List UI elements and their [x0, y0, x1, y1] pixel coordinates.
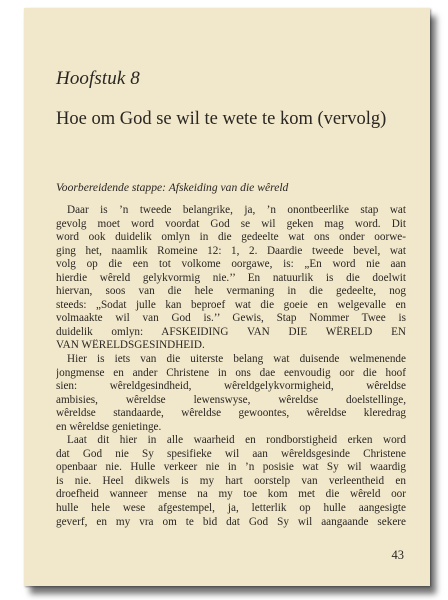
- text-line: is nie. Heel dikwels is my hart oorstelp van verleentheid en: [56, 474, 406, 487]
- text-line: hulle hele wese afgestempel, ja, letterlik op hulle aangesigte: [56, 502, 406, 515]
- text-line: droefheid wanneer mense na my toe kom met die wêreld oor: [56, 488, 406, 501]
- text-line: wêreldse standaarde, wêreldse gewoontes, wêreldse kleredrag: [56, 407, 406, 420]
- text-line: duidelik omlyn: AFSKEIDING VAN DIE WÊRELD EN: [56, 325, 406, 338]
- text-line: sien: wêreldgesindheid, wêreldgelykvormigheid, wêreldse: [56, 380, 406, 393]
- text-line: ambisies, wêreldse lewenswyse, wêreldse doelstellinge,: [56, 393, 406, 406]
- chapter-label: Hoofstuk 8: [56, 68, 140, 89]
- chapter-title: Hoe om God se wil te wete te kom (vervolg): [56, 109, 387, 129]
- text-line: Laat dit hier in alle waarheid en rondborstigheid erken word: [67, 434, 406, 447]
- text-line: volg op die een tot volkome oorgawe, is: „En word nie aan: [56, 258, 406, 271]
- text-line: hierdie wêreld gelykvormig nie.’’ En natuurlik is die doelwit: [56, 271, 406, 284]
- text-line: geverf, en my vra om te bid dat God Sy wil aangaande sekere: [56, 515, 406, 528]
- text-line: VAN WÊRELDSGESINDHEID.: [56, 339, 205, 352]
- text-line: en wêreldse genietinge.: [56, 420, 162, 433]
- text-line: steeds: „Sodat julle kan beproef wat die goeie en welgevalle en: [56, 298, 406, 311]
- paragraph-1: [56, 204, 406, 353]
- text-line: Daar is ’n tweede belangrike, ja, ’n onontbeerlike stap wat: [67, 204, 406, 216]
- text-line: ging het, naamlik Romeine 12: 1, 2. Daardie tweede bevel, wat: [56, 244, 406, 257]
- text-line: Hier is iets van die uiterste belang wat duisende welmenende: [67, 353, 406, 366]
- text-line: jongmense en ander Christene in ons dae eenvoudig oor die hoof: [56, 366, 406, 379]
- text-line: hiervan, soos van die hele vermaning in die gedeelte, nog: [56, 285, 406, 298]
- text-line: openbaar nie. Hulle verkeer nie in ’n posisie wat Sy wil waardig: [56, 461, 406, 474]
- text-line: gevolg moet word voordat God se wil geken mag word. Dit: [56, 217, 406, 230]
- text-line: word ook duidelik omlyn in die gedeelte wat ons onder oorwe-: [56, 231, 406, 244]
- page-content: [52, 8, 404, 586]
- section-heading: Voorbereidende stappe: Afskeiding van die wêreld: [56, 181, 289, 194]
- paragraph-3: [56, 434, 406, 529]
- scanned-book-page: [24, 8, 430, 586]
- body-text: [56, 204, 406, 529]
- paragraph-2: [56, 353, 406, 434]
- text-line: dat God nie Sy spesifieke wil aan wêreldsgesinde Christene: [56, 447, 406, 460]
- text-line: volmaakte wil van God is.’’ Gewis, Stap Nommer Twee is: [56, 312, 406, 325]
- page-number: 43: [391, 548, 404, 562]
